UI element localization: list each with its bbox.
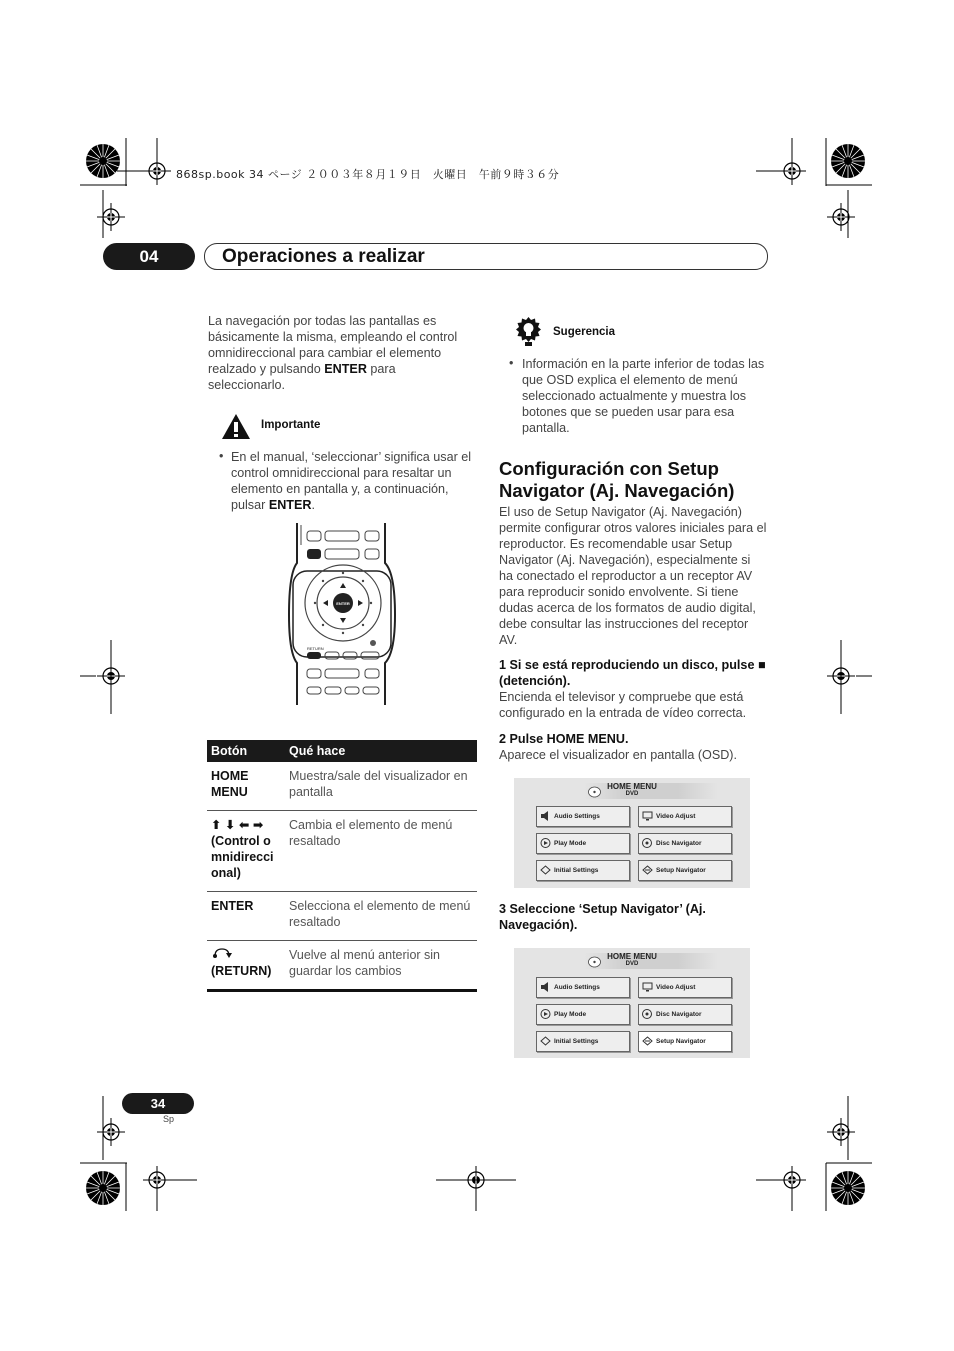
speaker-icon: [540, 811, 551, 821]
crosshair-mark: [827, 1118, 855, 1146]
starburst-mark: [86, 144, 120, 178]
enter-label: ENTER: [336, 601, 350, 606]
osd-initial-settings-button[interactable]: Initial Settings: [536, 1031, 630, 1052]
tip-title: Sugerencia: [553, 326, 615, 338]
table-key-cell: [207, 941, 285, 991]
osd-title: HOME MENU: [607, 952, 657, 961]
monitor-icon: [642, 811, 653, 821]
table-value-cell: Selecciona el elemento de menú resaltado: [285, 892, 477, 941]
step-1-body: Encienda el televisor y compruebe que está configurado en la entrada de vídeo correcta.: [499, 690, 747, 720]
remote-control-illustration: [285, 523, 400, 707]
crosshair-mark: [778, 1166, 806, 1194]
section-title: Configuración con Setup Navigator (Aj. Navegación): [499, 458, 735, 501]
osd-audio-settings-button[interactable]: Audio Settings: [536, 806, 630, 827]
starburst-mark: [831, 144, 865, 178]
osd-play-mode-button[interactable]: Play Mode: [536, 1004, 630, 1025]
table-row: [207, 762, 477, 811]
step-2-body: Aparece el visualizador en pantalla (OSD).: [499, 748, 738, 762]
step-3-title: 3 Seleccione ‘Setup Navigator’ (Aj. Navegación).: [499, 902, 706, 932]
settings-icon: [540, 1036, 551, 1046]
table-row: [207, 811, 477, 892]
osd-disc-navigator-button[interactable]: Disc Navigator: [638, 1004, 732, 1025]
play-mode-icon: [540, 1009, 551, 1019]
table-header-cell: Botón: [207, 740, 285, 762]
table-key-cell: HOME MENU: [207, 762, 285, 811]
table-key-text: (Control omnidireccional): [211, 834, 274, 880]
table-value-cell: Cambia el elemento de menú resaltado: [285, 811, 477, 892]
osd-play-mode-button[interactable]: Play Mode: [536, 833, 630, 854]
important-title: Importante: [261, 419, 321, 431]
return-icon: [211, 947, 233, 959]
return-label: RETURN: [307, 646, 324, 651]
table-header-cell: Qué hace: [285, 740, 477, 762]
step-1-title: 1 Si se está reproduciendo un disco, pulse ■ (detención).: [499, 658, 766, 688]
osd-title: HOME MENU: [607, 782, 657, 791]
play-mode-icon: [540, 838, 551, 848]
language-code: Sp: [163, 1114, 175, 1124]
starburst-mark: [831, 1171, 865, 1205]
osd-video-adjust-button[interactable]: Video Adjust: [638, 977, 732, 998]
disc-navigator-icon: [642, 1009, 653, 1019]
crosshair-mark: [827, 203, 855, 231]
table-row: [207, 892, 477, 941]
table-value-cell: Muestra/sale del visualizador en pantalla: [285, 762, 477, 811]
setup-navigator-icon: [642, 1036, 653, 1046]
crosshair-mark: [143, 157, 171, 185]
bullet-icon: •: [509, 356, 514, 370]
osd-home-menu-2: [514, 948, 750, 1058]
bullet-icon: •: [219, 449, 224, 463]
chapter-title: Operaciones a realizar: [222, 246, 425, 267]
osd-home-menu-1: [514, 778, 750, 888]
osd-setup-navigator-button-selected[interactable]: Setup Navigator: [638, 1031, 732, 1052]
important-bullet: En el manual, ‘seleccionar’ significa usar el control omnidireccional para resaltar un elemento en pantalla y, a continuación, pulsar ENTER.: [231, 450, 472, 512]
table-key-text: (RETURN): [211, 964, 272, 978]
crosshair-mark: [97, 203, 125, 231]
monitor-icon: [642, 982, 653, 992]
chapter-number-badge: 04: [103, 243, 195, 270]
table-row: [207, 941, 477, 991]
arrow-icons: ⬆ ⬇ ⬅ ➡: [211, 818, 264, 832]
lightbulb-icon: [513, 316, 544, 347]
intro-paragraph: La navegación por todas las pantallas es básicamente la misma, empleando el control omnidireccional para cambiar el elemento realzado y pulsando ENTER para seleccionarlo.: [208, 314, 458, 392]
page-number-badge: 34: [122, 1093, 194, 1114]
crosshair-mark: [97, 1118, 125, 1146]
crosshair-mark: [778, 157, 806, 185]
section-body: El uso de Setup Navigator (Aj. Navegación) permite configurar otros valores iniciales para el reproductor. Es recomendable usar Setup Navigator (Aj. Navegación), especialmente si ha conectado el reproductor a un receptor AV para reproducir sonido envolvente. Si tiene dudas acerca de los formatos de audio digital, debe consultar las instrucciones del receptor AV.: [499, 505, 767, 647]
osd-subtitle: DVD: [625, 791, 639, 797]
osd-disc-navigator-button[interactable]: Disc Navigator: [638, 833, 732, 854]
settings-icon: [540, 865, 551, 875]
warning-icon: [221, 413, 251, 440]
tip-bullet: Información en la parte inferior de todas las que OSD explica el elemento de menú seleccionado actualmente y muestra los botones que se pueden usar para esa pantalla.: [522, 357, 765, 435]
starburst-mark: [86, 1171, 120, 1205]
osd-initial-settings-button[interactable]: Initial Settings: [536, 860, 630, 881]
osd-setup-navigator-button[interactable]: Setup Navigator: [638, 860, 732, 881]
table-key-cell: [207, 811, 285, 892]
book-info-line: 868sp.book 34 ページ ２００３年８月１９日 火曜日 午前９時３６分: [176, 168, 560, 181]
table-header-row: [207, 740, 477, 762]
disc-navigator-icon: [642, 838, 653, 848]
crosshair-mark: [143, 1166, 171, 1194]
table-value-cell: Vuelve al menú anterior sin guardar los cambios: [285, 941, 477, 991]
table-key-cell: ENTER: [207, 892, 285, 941]
speaker-icon: [540, 982, 551, 992]
setup-navigator-icon: [642, 865, 653, 875]
osd-audio-settings-button[interactable]: Audio Settings: [536, 977, 630, 998]
step-2-title: 2 Pulse HOME MENU.: [499, 732, 629, 746]
osd-subtitle: DVD: [625, 961, 639, 967]
osd-video-adjust-button[interactable]: Video Adjust: [638, 806, 732, 827]
button-function-table: [207, 740, 477, 992]
